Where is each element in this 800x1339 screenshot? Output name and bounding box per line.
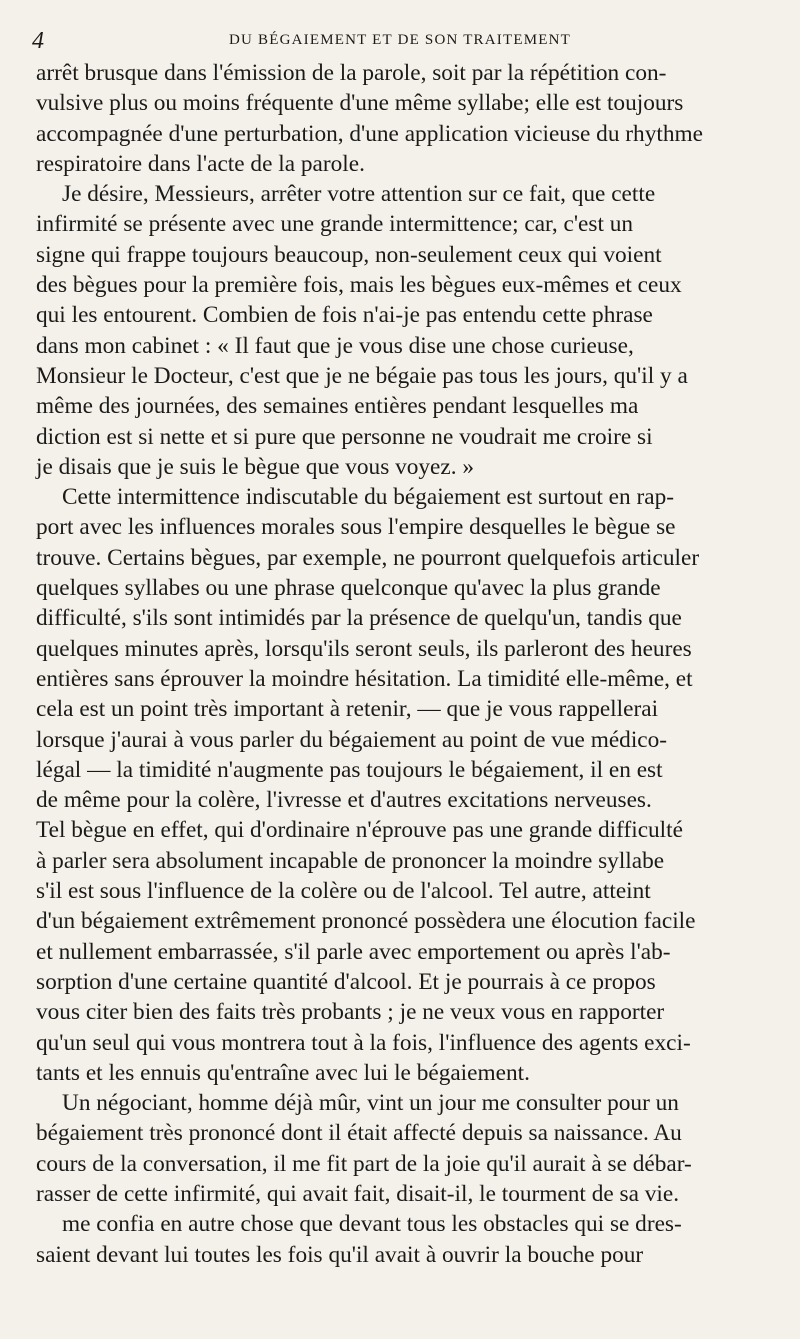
text-line: tants et les ennuis qu'entraîne avec lui le bégaiement. [36, 1059, 530, 1086]
text-line: je disais que je suis le bègue que vous voyez. » [36, 453, 475, 480]
text-line: d'un bégaiement extrêmement prononcé possèdera une élocution facile [36, 908, 696, 935]
text-line: bégaiement très prononcé dont il était affecté depuis sa naissance. Au [36, 1120, 682, 1147]
text-line: Un négociant, homme déjà mûr, vint un jour me consulter pour un [62, 1090, 679, 1117]
paragraph-1 [36, 58, 766, 179]
text-line: infirmité se présente avec une grande intermittence; car, c'est un [36, 211, 634, 238]
paragraph-4 [36, 1088, 766, 1270]
text-line: Je désire, Messieurs, arrêter votre attention sur ce fait, que cette [62, 181, 656, 208]
text-line: diction est si nette et si pure que personne ne voudrait me croire si [36, 423, 653, 450]
text-line: même des journées, des semaines entières pendant lesquelles ma [36, 393, 639, 420]
text-line: trouve. Certains bègues, par exemple, ne pourront quelquefois articuler [36, 544, 700, 571]
text-line: à parler sera absolument incapable de prononcer la moindre syllabe [36, 847, 665, 874]
text-line: qui les entourent. Combien de fois n'ai-je pas entendu cette phrase [36, 302, 653, 329]
text-line: vulsive plus ou moins fréquente d'une même syllabe; elle est toujours [36, 90, 684, 117]
paragraph-3 [36, 482, 766, 1088]
text-line: qu'un seul qui vous montrera tout à la fois, l'influence des agents exci- [36, 1029, 691, 1056]
text-line: légal — la timidité n'augmente pas toujours le bégaiement, il en est [36, 756, 663, 783]
text-line: respiratoire dans l'acte de la parole. [36, 150, 365, 177]
text-line: arrêt brusque dans l'émission de la parole, soit par la répétition con- [36, 60, 667, 86]
text-line: me confia en autre chose que devant tous les obstacles qui se dres- [62, 1211, 682, 1238]
text-line: dans mon cabinet : « Il faut que je vous dise une chose curieuse, [36, 332, 634, 359]
running-title: DU BÉGAIEMENT ET DE SON TRAITEMENT [228, 32, 572, 48]
text-line: difficulté, s'ils sont intimidés par la présence de quelqu'un, tandis que [36, 605, 682, 632]
text-line: rasser de cette infirmité, qui avait fait, disait-il, le tourment de sa vie. [36, 1180, 680, 1207]
body-text [36, 58, 766, 1270]
text-line: saient devant lui toutes les fois qu'il avait à ouvrir la bouche pour [36, 1241, 644, 1268]
text-line: accompagnée d'une perturbation, d'une application vicieuse du rhythme [36, 120, 703, 147]
text-line: s'il est sous l'influence de la colère ou de l'alcool. Tel autre, atteint [36, 878, 651, 905]
text-line: quelques minutes après, lorsqu'ils seront seuls, ils parleront des heures [36, 635, 692, 662]
text-line: Cette intermittence indiscutable du bégaiement est surtout en rap- [62, 484, 674, 511]
paragraph-2 [36, 179, 766, 482]
page-number: 4 [32, 28, 44, 54]
text-line: Monsieur le Docteur, c'est que je ne bégaie pas tous les jours, qu'il y a [36, 362, 688, 389]
text-line: sorption d'une certaine quantité d'alcool. Et je pourrais à ce propos [36, 968, 656, 995]
text-line: port avec les influences morales sous l'empire desquelles le bègue se [36, 514, 676, 541]
text-line: cela est un point très important à retenir, — que je vous rappellerai [36, 696, 659, 723]
text-line: cours de la conversation, il me fit part de la joie qu'il aurait à se débar- [36, 1150, 692, 1177]
text-line: lorsque j'aurai à vous parler du bégaiement au point de vue médico- [36, 726, 668, 753]
text-line: vous citer bien des faits très probants ; je ne veux vous en rapporter [36, 999, 665, 1026]
text-line: Tel bègue en effet, qui d'ordinaire n'éprouve pas une grande difficulté [36, 817, 683, 844]
page-header [32, 28, 768, 56]
text-line: quelques syllabes ou une phrase quelconque qu'avec la plus grande [36, 575, 661, 602]
text-line: de même pour la colère, l'ivresse et d'autres excitations nerveuses. [36, 787, 652, 814]
text-line: et nullement embarrassée, s'il parle avec emportement ou après l'ab- [36, 938, 671, 965]
text-line: entières sans éprouver la moindre hésitation. La timidité elle-même, et [36, 665, 693, 692]
text-line: des bègues pour la première fois, mais les bègues eux-mêmes et ceux [36, 272, 682, 299]
text-line: signe qui frappe toujours beaucoup, non-seulement ceux qui voient [36, 241, 662, 268]
